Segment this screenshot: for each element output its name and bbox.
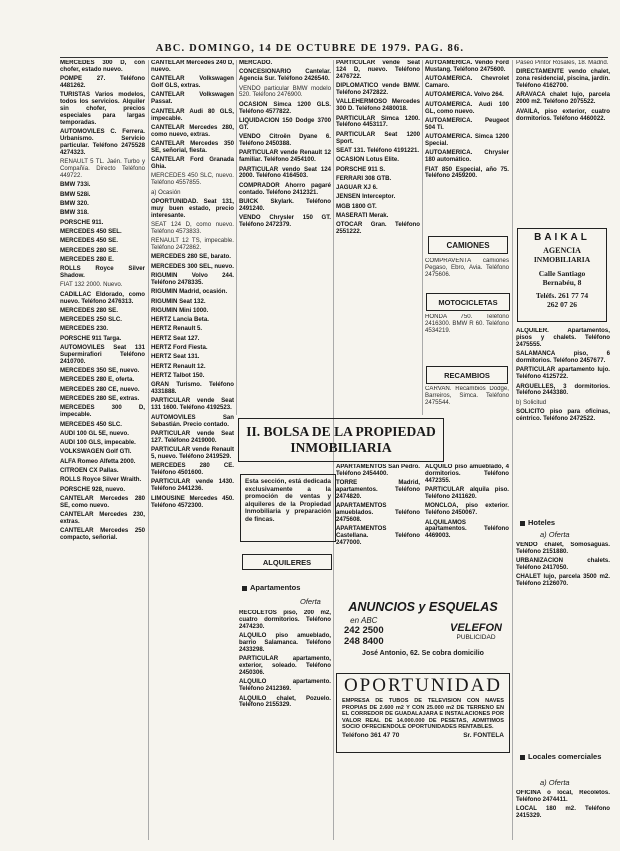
classified-ad: RIGUMIN Volvo 244. Teléfono 2478335.	[151, 272, 234, 286]
classified-ad: MERCEDES 280 E.	[60, 255, 114, 263]
classified-ad: CHALET lujo, parcela 3500 m2. Teléfono 2126070.	[516, 573, 610, 588]
classified-ad: LOCAL 180 m2. Teléfono 2415329.	[516, 805, 610, 820]
classified-ad: OCASION Simca 1200 GLS. Teléfono 4577822.	[239, 100, 331, 115]
classified-ad: VENDO Chrysler 150 GT. Teléfono 2472379.	[239, 214, 331, 229]
baikal-addr1: Calle Santiago	[538, 269, 586, 278]
classified-ad: APARTAMENTOS amueblados. Teléfono 2475608.	[336, 502, 420, 524]
classified-ad: MERCEDES 280 E, oferta.	[60, 376, 135, 384]
velefon-sub: PUBLICIDAD	[456, 634, 496, 641]
classified-ad: ROLLS Royce Silver Shadow.	[60, 265, 145, 280]
classified-ad: GRAN Turismo. Teléfono 4331888.	[151, 381, 234, 396]
classified-ad: CANTELAR Mercedes 230, extras.	[60, 511, 145, 525]
anuncios-advert	[336, 600, 510, 668]
classified-ad: ALQUILAMOS apartamentos. Teléfono 4469003.	[425, 518, 509, 540]
oportunidad-footer	[337, 732, 509, 739]
apartamentos-heading: Apartamentos	[242, 583, 300, 592]
anuncios-tel2: 248 8400	[344, 636, 384, 647]
classified-ad: RECOLETOS piso, 200 m2, cuatro dormitorios. Teléfono 2474230.	[239, 610, 331, 630]
classified-ad: CANTELAR Volkswagen Passat.	[151, 91, 234, 106]
baikal-tel-label: Teléfs.	[535, 291, 557, 300]
classified-ad: PARTICULAR vende Renault 5, nuevo. Teléfono 2419529.	[151, 446, 234, 460]
recambios-heading: RECAMBIOS	[426, 366, 508, 384]
classified-ad: MONCLOA, piso exterior. Teléfono 2450067.	[425, 502, 509, 517]
classified-ad: PORSCHE 911 Targa.	[60, 334, 122, 342]
classified-ad: CANTELAR Ford Granada Ghia.	[151, 156, 234, 171]
baikal-sub2: INMOBILIARIA	[533, 255, 591, 264]
bolsa-line1: II. BOLSA DE LA PROPIEDAD	[246, 424, 436, 439]
bullet-icon	[520, 521, 525, 526]
baikal-phones	[520, 291, 604, 300]
classified-ad: MGB 1800 GT.	[336, 202, 377, 210]
classified-ad: PARTICULAR vendo Seat 124 2000. Teléfono 4164503.	[239, 165, 331, 180]
baikal-tel1: 261 77 74	[558, 291, 589, 300]
header-rule	[60, 57, 608, 58]
anuncios-left	[344, 616, 384, 647]
classified-ad: RIGUMIN Mini 1000.	[151, 306, 209, 314]
column-rule	[148, 60, 149, 840]
section-notice: Esta sección, está dedicada exclusivamente a la promoción de ventas y alquileres de la Propiedad Inmobiliaria y preparación de fincas.	[240, 474, 336, 542]
classified-ad: OPORTUNIDAD. Seat 131, muy buen estado, precio interesante.	[151, 197, 234, 219]
anuncios-address: José Antonio, 62. Se cobra domicilio	[362, 650, 484, 657]
classified-ad: MERCEDES 280 CE, nuevo.	[60, 385, 140, 393]
classified-ad: SEAT 124 D, como nuevo. Teléfono 4573833.	[151, 221, 234, 235]
classified-ad: DIRECTAMENTE vendo chalet, zona residencial, piscina, jardín. Teléfono 4162700.	[516, 68, 610, 90]
classified-ad: PARTICULAR vende Seat 131 1600. Teléfono 4192523.	[151, 397, 234, 412]
classified-ad: OFICINA o local, Recoletos. Teléfono 2474411.	[516, 790, 610, 803]
classifieds-column-3-top	[239, 60, 331, 412]
classified-ad: RENAULT 5 TL. Jaén. Turbo y Compañía. Directo Teléfono 449722.	[60, 158, 145, 180]
classified-ad: PORSCHE 911 S.	[336, 165, 386, 173]
classified-ad: BMW 528i.	[60, 190, 91, 198]
classified-ad: MERCEDES 250 SLC.	[60, 316, 122, 324]
classified-ad: HERTZ Renault 5.	[151, 325, 203, 333]
classified-ad: MERCEDES 300 D, impecable.	[60, 404, 145, 419]
classified-ad: RIGUMIN Seat 132.	[151, 297, 206, 305]
classified-ad: MERCEDES 300 D, con chofer, estado nuevo.	[60, 60, 145, 73]
classified-ad: CANTELAR Mercedes 250 compacto, señorial.	[60, 527, 145, 542]
classified-ad: BUICK Skylark. Teléfono 2491240.	[239, 197, 331, 212]
column-rule	[236, 60, 237, 415]
classified-ad: JENSEN Interceptor.	[336, 193, 396, 201]
classified-ad: PARTICULAR vende Seat 124 D, nuevo. Teléfono 2476722.	[336, 60, 420, 80]
classified-ad: ROLLS Royce Silver Wraith.	[60, 476, 142, 484]
classifieds-column-4-top	[336, 60, 420, 412]
bullet-icon	[242, 586, 247, 591]
classified-ad: PARTICULAR Simca 1200. Teléfono 4453117.	[336, 114, 420, 129]
classified-ad: CANTELAR Volkswagen Golf GLS, extras.	[151, 75, 234, 90]
classified-ad: AUTOAMERICA. Volvo 264.	[425, 91, 504, 99]
classified-ad: BMW 318.	[60, 209, 89, 217]
oportunidad-title: OPORTUNIDAD	[343, 675, 503, 696]
anuncios-right	[450, 616, 502, 647]
classified-ad: MERCEDES 300 SEL, nuevo.	[151, 262, 234, 270]
classified-ad: AUTOMOVILES C. Ferrera. Urbanismo. Servicio particular. Teléfono 2475528 4274323.	[60, 128, 145, 157]
anuncios-body	[336, 616, 510, 647]
classified-ad: JAGUAR XJ 6.	[336, 184, 378, 192]
classified-ad: HERTZ Seat 131.	[151, 353, 200, 361]
classified-ad: RIGUMIN Madrid, ocasión.	[151, 288, 228, 296]
classified-ad: HERTZ Seat 127.	[151, 334, 200, 342]
classified-ad: ARAVACA chalet lujo, parcela 2000 m2. Teléfono 2075522.	[516, 91, 610, 106]
classified-ad: HERTZ Lancia Beta.	[151, 316, 209, 324]
classified-ad: MERCEDES 230.	[60, 325, 109, 333]
classified-ad: CADILLAC Eldorado, como nuevo. Teléfono 2476313.	[60, 290, 145, 305]
oportunidad-contact: Sr. FONTELA	[463, 731, 504, 739]
classified-ad: RENAULT 12 TS, impecable. Teléfono 2472862.	[151, 237, 234, 252]
classified-ad: SEAT 131. Teléfono 4191221.	[336, 146, 420, 154]
baikal-addr2: Bernabéu, 8	[542, 278, 582, 287]
classified-ad: CONCESIONARIO Cantelar. Agencia Sur. Teléfono 2426540.	[239, 68, 331, 83]
classifieds-column-6-locales	[516, 790, 610, 840]
classified-ad: MERCEDES 280 SE.	[60, 306, 118, 314]
classified-ad: AUDI 100 GLS, impecable.	[60, 439, 136, 447]
classified-ad: SOLICITO piso para oficinas, céntrico. Teléfono 2472522.	[516, 408, 610, 422]
baikal-advert	[517, 228, 607, 322]
hoteles-oferta: a) Oferta	[540, 530, 570, 539]
motocicletas-text: HONDA 750. Teléfono 2416300. BMW R 60. Teléfono 4534219.	[425, 314, 509, 334]
classified-ad: PARTICULAR apartamento lujo. Teléfono 4125722.	[516, 366, 610, 381]
bolsa-line2: INMOBILIARIA	[290, 440, 392, 455]
classified-ad: MASERATI Merak.	[336, 212, 389, 219]
classified-ad: TURISTAS Varios modelos, todos los servicios. Alquiler sin chofer, precios especiales para largas temporadas.	[60, 91, 145, 127]
column-rule	[422, 60, 423, 415]
classified-ad: CANTELAR Mercedes 240 D, nuevo.	[151, 60, 234, 73]
classified-ad: MERCEDES 280 SE, extras.	[60, 395, 140, 403]
classified-ad: HERTZ Talbot 150.	[151, 371, 205, 379]
classified-ad: AUTOAMERICA. Simca 1200 Special.	[425, 133, 509, 148]
classified-ad: BMW 733i.	[60, 181, 91, 189]
classified-ad: VENDO particular BMW modelo 520. Teléfono 2476900.	[239, 84, 331, 99]
classified-ad: PARTICULAR apartamento, exterior, soleado. Teléfono 2450306.	[239, 655, 331, 677]
anuncios-title: ANUNCIOS y ESQUELAS	[348, 600, 498, 614]
alquileres-heading: ALQUILERES	[242, 554, 332, 570]
classified-ad: AVAILA, piso exterior, cuatro dormitorios. Teléfono 4460022.	[516, 107, 610, 122]
classifieds-column-6-top	[516, 60, 610, 225]
oportunidad-text: EMPRESA DE TUBOS DE TELEVISION CON NAVES PROPIAS DE 2.600 m2 Y CON 25.000 m2 DE TERRENO EN EL CORREDOR DE GUADALAJARA E INSTALACIONES POR VALOR REAL DE 14.000.000 DE PESETAS, ADMITIMOS SOCIO OFRECIENDOLE OPORTUNIDADES RENTABLES.	[342, 698, 504, 730]
classified-ad: APARTAMENTOS Castellana. Teléfono 2477000.	[336, 525, 420, 547]
classified-ad: FIAT 850 Especial, año 75. Teléfono 2459200.	[425, 165, 509, 180]
classified-ad: POMPE 27. Teléfono 4481262.	[60, 75, 145, 90]
classified-ad: VENDO Citroën Dyane 6. Teléfono 2450388.	[239, 133, 331, 148]
classifieds-column-1	[60, 60, 145, 845]
classified-ad: FIAT 132 2000. Nuevo.	[60, 281, 123, 289]
classified-ad: AUTOMOVILES Seat 131 Supermirafiori Teléfono 2410700.	[60, 344, 145, 365]
column-rule	[512, 60, 513, 840]
classifieds-column-5-top	[425, 60, 509, 235]
classified-ad: PARTICULAR vende Renault 12 familiar. Teléfono 2454100.	[239, 149, 331, 164]
classified-ad: b) Solicitud	[516, 398, 547, 406]
classified-ad: MERCEDES 450 SLC.	[60, 420, 122, 428]
classified-ad: AUTOAMERICA. Chevrolet Camaro.	[425, 75, 509, 90]
classified-ad: HERTZ Renault 12.	[151, 362, 206, 370]
motocicletas-heading: MOTOCICLETAS	[426, 293, 510, 311]
apartamentos-column	[336, 464, 420, 594]
classified-ad: PARTICULAR Seat 1200 Sport.	[336, 130, 420, 145]
classifieds-column-2	[151, 60, 234, 845]
classified-ad: PARTICULAR vende 1430. Teléfono 2441236.	[151, 478, 234, 493]
bullet-icon	[520, 755, 525, 760]
alquileres-column	[239, 610, 331, 840]
bolsa-heading	[238, 418, 444, 462]
classified-ad: VALLEHERMOSO Mercedes 300 D. Teléfono 2480018.	[336, 98, 420, 113]
classified-ad: ARGUELLES, 3 dormitorios. Teléfono 2443380.	[516, 382, 610, 397]
classified-ad: AUTOAMERICA. Peugeot 504 Ti.	[425, 116, 509, 131]
classified-ad: MERCEDES 280 SE, barato.	[151, 253, 231, 261]
classified-ad: OCASION Lotus Elite.	[336, 156, 399, 164]
classified-ad: MERCEDES 280 CE. Teléfono 4501600.	[151, 462, 234, 477]
oportunidad-advert	[336, 673, 510, 753]
recambios-text: CARVAN. Recambios Dodge, Barreiros, Simca. Teléfono 2475544.	[425, 386, 509, 406]
classified-ad: CANTELAR Mercedes 280 SE, como nuevo.	[60, 494, 145, 509]
classified-ad: AUTOAMERICA. Vendo Ford Mustang. Teléfono 2475600.	[425, 60, 509, 73]
classified-ad: ALQUILER. Apartamentos, pisos y chalets. Teléfono 2475555.	[516, 328, 610, 348]
baikal-tel2: 262 07 26	[547, 300, 577, 309]
locales-heading: Locales comerciales	[520, 752, 610, 762]
classified-ad: CANTELAR Mercedes 350 SE, señorial, fiesta.	[151, 140, 234, 154]
classifieds-column-6-mid	[516, 328, 610, 498]
classified-ad: PARTICULAR alquila piso. Teléfono 2411620.	[425, 486, 509, 501]
classified-ad: SALAMANCA piso, 6 dormitorios. Teléfono 2457677.	[516, 350, 610, 365]
anuncios-en: en ABC	[350, 616, 378, 625]
hoteles-heading: Hoteles	[520, 518, 555, 527]
oportunidad-tel: Teléfono 361 47 70	[342, 731, 400, 739]
classified-ad: ALQUILO piso amueblado, barrio Salamanca. Teléfono 2433298.	[239, 632, 331, 653]
classified-ad: BMW 320.	[60, 200, 89, 208]
classified-ad: MERCEDES 450 SE.	[60, 237, 118, 245]
classified-ad: URBANIZACION chalets. Teléfono 2417050.	[516, 557, 610, 572]
page-header: ABC. DOMINGO, 14 DE OCTUBRE DE 1979. PAG. 86.	[155, 43, 465, 54]
classified-ad: MERCEDES 350 SE, nuevo.	[60, 367, 140, 375]
classified-ad: CANTELAR Mercedes 280, como nuevo, extras.	[151, 123, 234, 138]
classified-ad: ALQUILO piso amueblado, 4 dormitorios. Teléfono 4472355.	[425, 464, 509, 484]
classified-ad: HERTZ Ford Fiesta.	[151, 344, 208, 352]
classified-ad: PARTICULAR vende Seat 127. Teléfono 2419000.	[151, 429, 234, 444]
classified-ad: LIQUIDACION 150 Dodge 3700 GT.	[239, 116, 331, 131]
velefon-logo: VELEFON	[450, 622, 502, 634]
classified-ad: VENDO chalet, Somosaguas. Teléfono 2151880.	[516, 542, 610, 555]
baikal-sub1: AGENCIA	[543, 246, 581, 255]
classified-ad: APARTAMENTOS San Pedro. Teléfono 2454400.	[336, 464, 420, 477]
camiones-heading: CAMIONES	[428, 236, 508, 254]
apartamentos-oferta: Oferta	[300, 597, 321, 606]
classified-ad: VOLKSWAGEN Golf GTI.	[60, 448, 132, 456]
classified-ad: ALQUILO apartamento. Teléfono 2412369.	[239, 678, 331, 693]
classified-ad: ALQUILO chalet, Pozuelo. Teléfono 2155329.	[239, 694, 331, 709]
classified-ad: MERCEDES 280 SE.	[60, 246, 118, 254]
classified-ad: COMPRADOR Ahorro pagaré contado. Teléfono 2412321.	[239, 181, 331, 196]
classifieds-column-6-hotels	[516, 542, 610, 722]
classified-ad: CANTELAR Audi 80 GLS, impecable.	[151, 107, 234, 122]
classified-ad: AUTOMOVILES San Sebastián. Precio contado.	[151, 413, 234, 428]
classified-ad: ALFA Romeo Alfetta 2000.	[60, 457, 136, 465]
classified-ad: MERCADO.	[239, 60, 273, 66]
anuncios-tel1: 242 2500	[344, 625, 384, 636]
classified-ad: Paseo Pintor Rosales, 18. Madrid.	[516, 60, 609, 66]
classified-ad: OTOCAR Gran. Teléfono 2551222.	[336, 221, 420, 236]
classified-ad: TORRE Madrid, apartamentos. Teléfono 2474820.	[336, 479, 420, 501]
classified-ad: AUDI 100 GL 5E, nuevo.	[60, 429, 129, 437]
camiones-text: COMPRAVENTA camiones Pegaso, Ebro, Avia. Teléfono 2475606.	[425, 258, 509, 278]
locales-oferta: a) Oferta	[540, 778, 570, 787]
classified-ad: a) Ocasión	[151, 188, 181, 196]
classified-ad: PORSCHE 911.	[60, 218, 104, 226]
baikal-name: BAIKAL	[534, 232, 590, 243]
classified-ad: FERRARI 308 GTB.	[336, 174, 392, 182]
classified-ad: LIMOUSINE Mercedes 450. Teléfono 4572300.	[151, 494, 234, 509]
classified-ad: DIPLOMATICO vende BMW. Teléfono 2472822.	[336, 82, 420, 97]
classified-ad: AUTOAMERICA. Chrysler 180 automático.	[425, 149, 509, 164]
classified-ad: CITROEN CX Pallas.	[60, 467, 119, 474]
classified-ad: PORSCHE 928, nuevo.	[60, 485, 126, 493]
classified-ad: AUTOAMERICA. Audi 100 GL, como nuevo.	[425, 100, 509, 115]
classified-ad: MERCEDES 450 SEL.	[60, 227, 122, 235]
classified-ad: MERCEDES 450 SLC, nuevo. Teléfono 4557855.	[151, 172, 234, 187]
alquileres-column-5	[425, 464, 509, 594]
